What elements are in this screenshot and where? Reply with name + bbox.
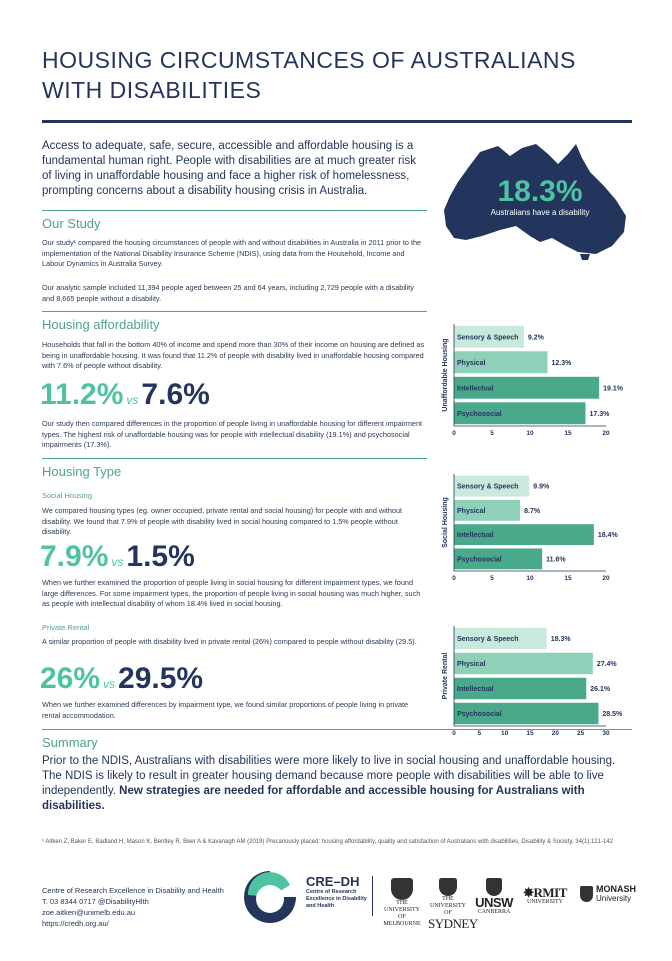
chart-value-label: 28.5%: [602, 711, 623, 718]
chart-tick-label: 30: [602, 730, 610, 737]
chart-tick-label: 0: [452, 575, 456, 582]
chart-y-axis-label: Unaffordable Housing: [442, 338, 449, 412]
chart-category-label: Psychosocial: [457, 410, 502, 418]
chart-category-label: Physical: [457, 359, 486, 367]
affordability-stat: [40, 378, 210, 412]
unsw-sub: CANBERRA: [477, 909, 511, 915]
chart-tick-label: 15: [526, 730, 534, 737]
section-divider: [42, 311, 427, 312]
chart-value-label: 12.3%: [551, 359, 572, 367]
disability-caption: Australians have a disability: [490, 208, 590, 217]
stat-with-disability: 11.2%: [40, 378, 124, 411]
chart-value-label: 17.3%: [589, 410, 610, 418]
social-housing-chart: [438, 470, 628, 585]
chart-category-label: Intellectual: [457, 532, 494, 540]
chart-tick-label: 10: [526, 430, 534, 437]
section-divider: [42, 458, 427, 459]
chart-category-label: Physical: [457, 507, 486, 515]
chart-value-label: 9.9%: [533, 483, 550, 491]
chart-tick-label: 0: [452, 430, 456, 437]
unaffordable-housing-chart-svg: [438, 320, 628, 440]
contact-email[interactable]: zoe.aitken@unimelb.edu.au: [42, 908, 136, 917]
rmit-logo: [520, 886, 570, 906]
unsw-crest-icon: [486, 878, 502, 896]
study-paragraph-2: Our analytic sample included 11,394 people aged between 25 and 64 years, including 2,729 people with a disability and 8,665 people without a disability.: [42, 283, 414, 303]
stat-without-disability: 29.5%: [118, 662, 204, 695]
chart-tick-label: 25: [577, 730, 585, 737]
affordability-heading: Housing affordability: [42, 317, 160, 332]
private-rental-chart: [438, 622, 628, 740]
social-paragraph-2: When we further examined the proportion of people living in social housing for different impairment types, we found large differences. For some impairment types, the proportion of people living in social housing was much higher, such as people with intellectual disability of whom 18.4% lived in social housing.: [42, 578, 421, 608]
monash-crest-icon: [580, 886, 593, 902]
rmit-name: [520, 886, 570, 899]
credh-name: CRE–DH: [306, 874, 360, 889]
chart-value-label: 18.3%: [550, 636, 571, 643]
chart-category-label: Sensory & Speech: [457, 483, 519, 491]
rmit-sub: UNIVERSITY: [527, 899, 563, 905]
monash-logo: [580, 884, 644, 903]
private-rental-chart-svg: [438, 622, 628, 740]
chart-category-label: Psychosocial: [457, 711, 502, 718]
chart-value-label: 27.4%: [596, 661, 617, 668]
summary-heading: Summary: [42, 735, 98, 750]
social-housing-chart-svg: [438, 470, 628, 585]
chart-value-label: 11.6%: [546, 556, 566, 564]
sydney-crest-icon: [439, 878, 457, 896]
melbourne-logo: [382, 878, 422, 928]
logo-divider: [372, 876, 373, 916]
stat-vs: vs: [111, 555, 124, 569]
chart-tick-label: 20: [602, 430, 610, 437]
study-heading: Our Study: [42, 216, 101, 231]
housing-type-heading: Housing Type: [42, 464, 122, 479]
stat-vs: vs: [103, 677, 116, 691]
contact-website[interactable]: https://credh.org.au/: [42, 919, 109, 928]
stat-with-disability: 7.9%: [40, 540, 109, 573]
chart-category-label: Intellectual: [457, 385, 494, 393]
social-paragraph-1: We compared housing types (eg. owner occupied, private rental and social housing) for people with and without disability. We found that 7.9% of people with disability lived in social housing compared to 1.5% people without disability.: [42, 506, 403, 536]
title-divider: [42, 120, 632, 123]
stat-without-disability: 1.5%: [126, 540, 195, 573]
summary-text: [42, 754, 637, 814]
summary-emphasis: New strategies are needed for affordable and accessible housing for Australians with disabilities.: [42, 785, 585, 812]
melbourne-name: THE UNIVERSITY OF MELBOURNE: [383, 900, 421, 927]
chart-tick-label: 15: [564, 430, 572, 437]
stat-vs: vs: [126, 393, 139, 407]
affordability-paragraph-2: Our study then compared differences in the proportion of people living in unaffordable housing for different impairment types. The highest risk of unaffordable housing was for people with intellectual disability (19.1%) and psychosocial impairments (17.3%).: [42, 419, 423, 449]
chart-tick-label: 5: [490, 430, 494, 437]
private-stat: [40, 662, 203, 696]
chart-tick-label: 20: [551, 730, 559, 737]
melbourne-crest-icon: [391, 878, 413, 900]
chart-category-label: Psychosocial: [457, 556, 502, 564]
page-title: HOUSING CIRCUMSTANCES OF AUSTRALIANS WITH DISABILITIES: [42, 47, 576, 103]
private-rental-subheading: Private Rental: [42, 623, 90, 632]
chart-category-label: Sensory & Speech: [457, 334, 519, 342]
study-paragraph-1: Our study¹ compared the housing circumstances of people with and without disabilities in Australia in 2011 prior to the implementation of the National Disability Insurance Scheme (NDIS), using data from the Household, Income and Labour Dynamics in Australia Survey.: [42, 238, 422, 268]
disability-percent: 18.3%: [497, 175, 583, 208]
summary-body: Prior to the NDIS, Australians with disabilities were more likely to live in social housing and unaffordable housing. The NDIS is likely to result in greater housing demand because more people with disabilities will be able to live independently.: [42, 755, 616, 797]
sydney-small: THE UNIVERSITY OF: [430, 896, 466, 916]
contact-org: Centre of Research Excellence in Disability and Health: [42, 886, 224, 895]
chart-tick-label: 10: [526, 575, 534, 582]
chart-value-label: 19.1%: [603, 385, 624, 393]
chart-value-label: 18.4%: [597, 532, 618, 540]
monash-name: MONASH: [596, 884, 636, 894]
sydney-name: SYDNEY: [428, 916, 478, 931]
chart-category-label: Intellectual: [457, 686, 494, 693]
rmit-mark-icon: ✸: [523, 885, 534, 900]
affordability-paragraph-1: Households that fall in the bottom 40% of income and spend more than 30% of their income on housing are defined as being in unaffordable housing. It was found that 11.2% of people with disability lived in unaffordable housing compared with 7.6% of people without disability.: [42, 340, 425, 370]
sydney-logo: [428, 878, 478, 931]
unaffordable-housing-chart: [438, 320, 628, 440]
chart-tick-label: 0: [452, 730, 456, 737]
credh-text: [306, 874, 376, 910]
chart-tick-label: 5: [477, 730, 482, 737]
stat-with-disability: 26%: [40, 662, 101, 695]
chart-category-label: Sensory & Speech: [457, 636, 519, 643]
chart-tick-label: 20: [602, 575, 610, 582]
rmit-text: RMIT: [533, 885, 567, 900]
credh-sub: Centre of Research Excellence in Disability and Health: [306, 889, 367, 909]
stat-without-disability: 7.6%: [141, 378, 210, 411]
social-stat: [40, 540, 195, 574]
chart-tick-label: 15: [564, 575, 572, 582]
section-divider: [42, 210, 427, 211]
chart-tick-label: 5: [490, 575, 494, 582]
private-paragraph-2: When we further examined differences by impairment type, we found similar proportions of people living in private rental accommodation.: [42, 700, 409, 720]
chart-value-label: 9.2%: [527, 334, 544, 342]
chart-value-label: 26.1%: [590, 686, 611, 693]
unsw-name: UNSW: [475, 895, 513, 910]
chart-y-axis-label: Social Housing: [442, 497, 449, 548]
social-housing-subheading: Social Housing: [42, 491, 93, 500]
contact-block: [42, 885, 257, 929]
chart-value-label: 8.7%: [524, 507, 541, 515]
unsw-logo: [474, 878, 514, 916]
monash-sub: University: [596, 894, 632, 903]
intro-text: Access to adequate, safe, secure, accessible and affordable housing is a fundamental human right. People with disabilities are at much greater risk of living in unaffordable housing and face a higher risk of homelessness, prompting concerns about a disability housing crisis in Australia.: [42, 140, 416, 197]
credh-logo-icon: [240, 867, 300, 927]
footnote: ¹ Aitken Z, Baker E, Badland H, Mason K, Bentley R, Beer A & Kavanagh AM (2019) Precariously placed: housing affordability, quality and satisfaction of Australians with disabilities, Disability & Society, 34(1):121-142: [42, 839, 613, 845]
chart-category-label: Physical: [457, 661, 486, 668]
chart-tick-label: 10: [501, 730, 509, 737]
contact-phone: T. 03 8344 0717 @DisabilityHlth: [42, 897, 149, 906]
private-paragraph-1: A similar proportion of people with disability lived in private rental (26%) compared to people without disability (29.5).: [42, 637, 417, 646]
chart-y-axis-label: Private Rental: [442, 652, 449, 700]
section-divider: [42, 729, 632, 730]
